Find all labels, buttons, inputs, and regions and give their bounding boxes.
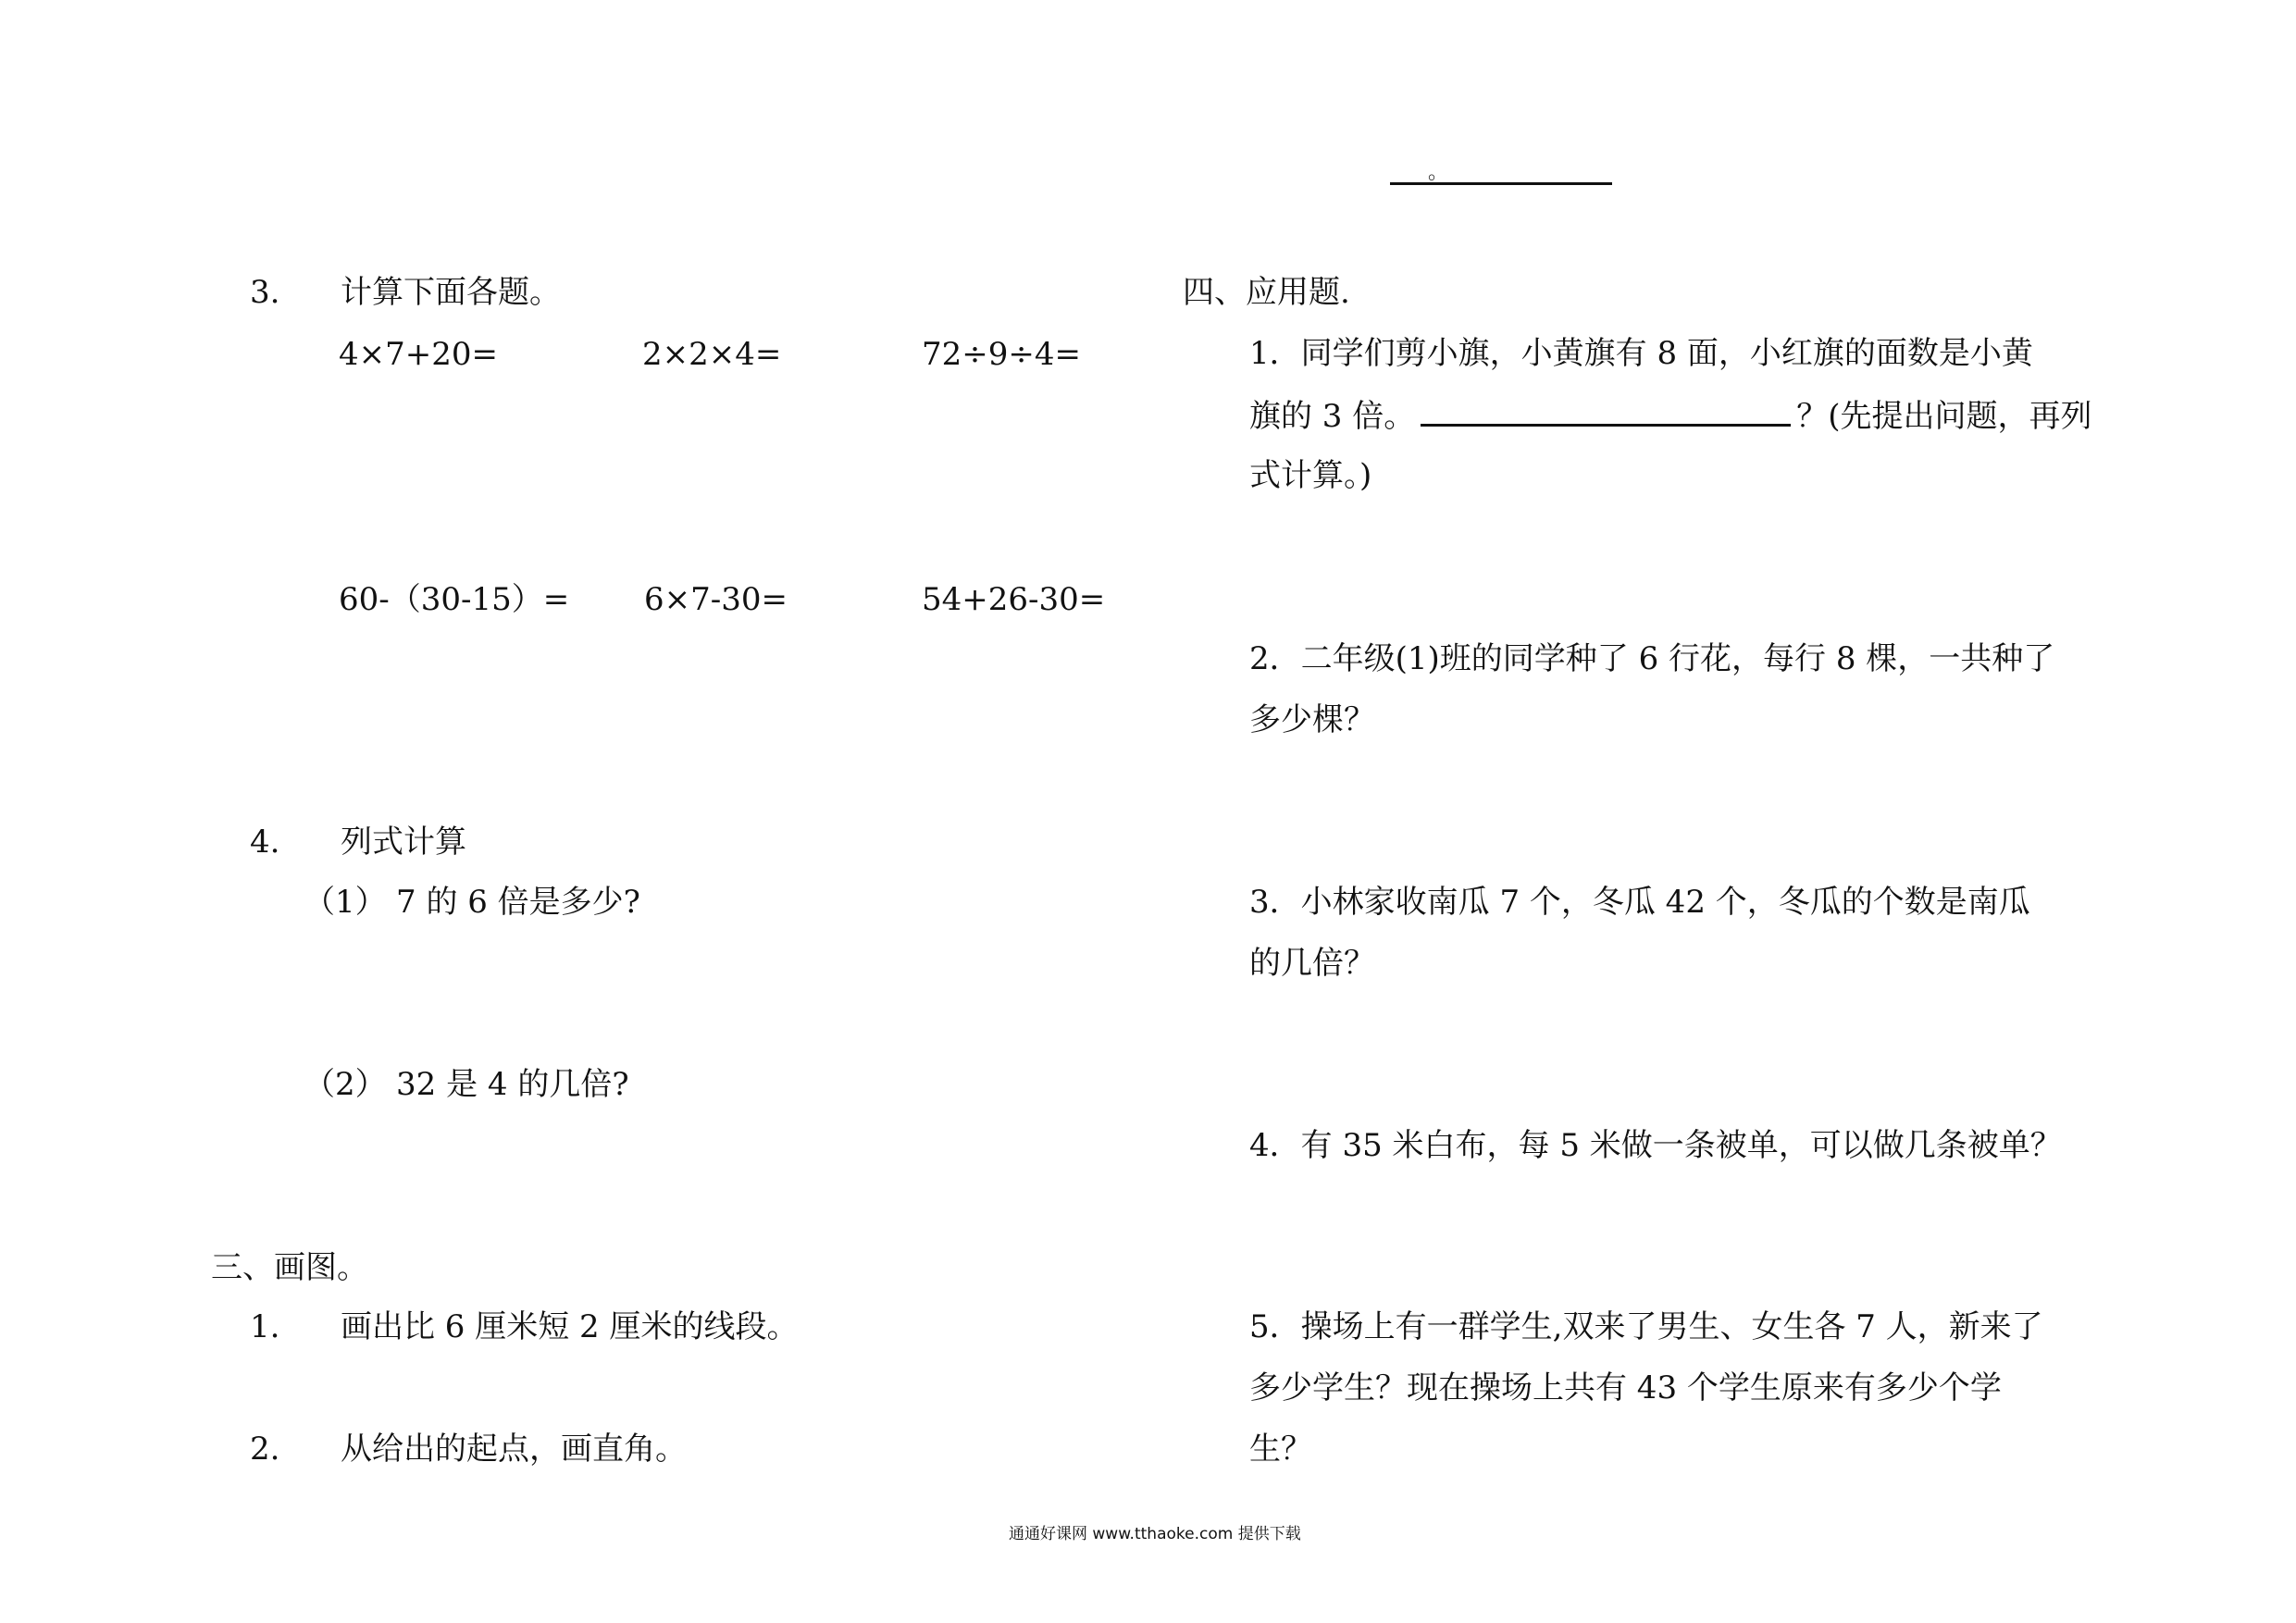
drawing-item-number: 1.	[250, 1308, 280, 1345]
q1-line1: 1．同学们剪小旗，小黄旗有 8 面，小红旗的面数是小黄	[1249, 335, 2033, 372]
drawing-title: 三、画图。	[211, 1249, 368, 1286]
calc-expression: 4×7+20=	[339, 336, 498, 373]
q4-line1: 4．有 35 米白布，每 5 米做一条被单，可以做几条被单？	[1249, 1127, 2062, 1164]
calc-expression: 72÷9÷4=	[922, 336, 1081, 373]
list-item-label: （2）	[304, 1066, 387, 1103]
calc-number: 3.	[250, 274, 280, 311]
q5-line1: 5．操场上有一群学生,双来了男生、女生各 7 人，新来了	[1249, 1308, 2043, 1345]
top-answer-line	[1390, 182, 1612, 185]
q3-line1: 3．小林家收南瓜 7 个，冬瓜 42 个，冬瓜的个数是南瓜	[1249, 884, 2030, 921]
q2-line2: 多少棵？	[1249, 701, 1375, 738]
list-number: 4.	[250, 824, 280, 861]
drawing-item-text: 从给出的起点，画直角。	[341, 1431, 687, 1468]
calc-expression: 6×7-30=	[644, 581, 788, 618]
q1-line2-pre: 旗的 3 倍。	[1249, 398, 1416, 435]
q1-line2	[1249, 396, 2092, 435]
calc-title: 计算下面各题。	[341, 274, 561, 311]
calc-expression: 60-（30-15）=	[339, 581, 570, 618]
q3-line2: 的几倍？	[1249, 945, 1375, 982]
calc-expression: 54+26-30=	[922, 581, 1106, 618]
list-title: 列式计算	[341, 824, 466, 861]
footer-credit: 通通好课网 www.tthaoke.com 提供下载	[1009, 1525, 1301, 1543]
q5-line2: 多少学生？现在操场上共有 43 个学生原来有多少个学	[1249, 1369, 2002, 1406]
q2-line1: 2．二年级(1)班的同学种了 6 行花，每行 8 棵，一共种了	[1249, 640, 2055, 677]
q1-answer-blank[interactable]	[1421, 396, 1791, 427]
q5-line3: 生？	[1249, 1431, 1312, 1468]
applied-title: 四、应用题.	[1183, 274, 1350, 311]
list-item-text: 32 是 4 的几倍?	[396, 1066, 629, 1103]
drawing-item-number: 2.	[250, 1431, 280, 1468]
top-period: 。	[1428, 161, 1449, 184]
list-item-text: 7 的 6 倍是多少?	[396, 884, 640, 921]
q1-line3: 式计算。)	[1249, 457, 1372, 494]
list-item-label: （1）	[304, 884, 387, 921]
q1-line2-post: ？(先提出问题，再列	[1796, 398, 2092, 435]
calc-expression: 2×2×4=	[642, 336, 782, 373]
drawing-item-text: 画出比 6 厘米短 2 厘米的线段。	[341, 1308, 799, 1345]
